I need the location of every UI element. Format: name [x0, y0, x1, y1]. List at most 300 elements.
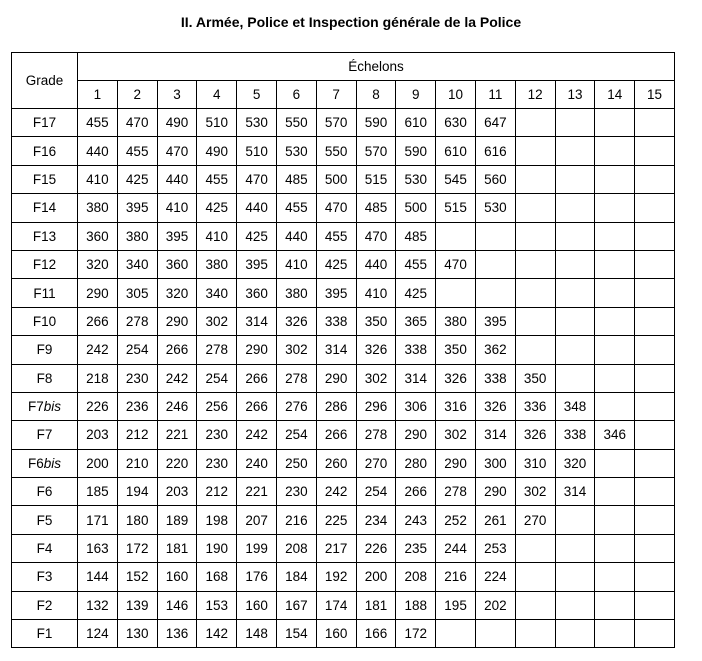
table-row [12, 421, 675, 449]
index-cell: 570 [356, 137, 396, 165]
index-cell: 167 [276, 591, 316, 619]
salary-index-table [11, 52, 675, 648]
table-row [12, 194, 675, 222]
index-cell: 455 [396, 250, 436, 278]
grade-cell [12, 563, 78, 591]
grade-label: F15 [32, 171, 57, 187]
index-cell: 305 [117, 279, 157, 307]
index-cell: 338 [316, 307, 356, 335]
index-cell: 230 [117, 364, 157, 392]
index-cell: 242 [157, 364, 197, 392]
grade-cell [12, 534, 78, 562]
index-cell: 550 [276, 109, 316, 137]
index-cell: 142 [197, 620, 237, 648]
index-cell: 440 [237, 194, 277, 222]
index-cell: 410 [276, 250, 316, 278]
grade-cell [12, 109, 78, 137]
index-cell: 336 [515, 392, 555, 420]
index-cell: 380 [197, 250, 237, 278]
index-cell [595, 449, 635, 477]
echelon-number-header: 2 [117, 81, 157, 109]
index-cell: 160 [237, 591, 277, 619]
index-cell [555, 137, 595, 165]
index-cell: 160 [157, 563, 197, 591]
index-cell: 410 [197, 222, 237, 250]
index-cell [635, 279, 675, 307]
index-cell: 290 [396, 421, 436, 449]
index-cell: 235 [396, 534, 436, 562]
index-cell: 243 [396, 506, 436, 534]
echelon-number-header: 11 [475, 81, 515, 109]
grade-label: F14 [32, 200, 57, 216]
index-cell: 221 [157, 421, 197, 449]
index-cell [436, 279, 476, 307]
index-cell: 410 [356, 279, 396, 307]
index-cell: 212 [197, 478, 237, 506]
grade-label: F7 [36, 427, 53, 443]
index-cell [595, 250, 635, 278]
index-cell: 139 [117, 591, 157, 619]
index-cell: 216 [276, 506, 316, 534]
index-cell: 346 [595, 421, 635, 449]
grade-label: F6 [36, 484, 53, 500]
index-cell: 425 [237, 222, 277, 250]
index-cell: 220 [157, 449, 197, 477]
index-cell: 440 [276, 222, 316, 250]
index-cell [595, 279, 635, 307]
index-cell: 326 [515, 421, 555, 449]
grade-cell [12, 620, 78, 648]
index-cell: 290 [316, 364, 356, 392]
index-cell: 208 [276, 534, 316, 562]
index-cell: 302 [197, 307, 237, 335]
index-cell [635, 336, 675, 364]
index-cell: 276 [276, 392, 316, 420]
index-cell [555, 563, 595, 591]
table-row [12, 478, 675, 506]
table-row [12, 364, 675, 392]
index-cell: 270 [515, 506, 555, 534]
table-row [12, 165, 675, 193]
index-cell: 365 [396, 307, 436, 335]
index-cell: 395 [237, 250, 277, 278]
echelon-number-header: 7 [316, 81, 356, 109]
index-cell: 440 [356, 250, 396, 278]
index-cell: 470 [436, 250, 476, 278]
index-cell [555, 620, 595, 648]
grade-label: F9 [36, 342, 53, 358]
table-row [12, 137, 675, 165]
index-cell [555, 364, 595, 392]
index-cell: 300 [475, 449, 515, 477]
index-cell [635, 250, 675, 278]
index-cell: 218 [78, 364, 118, 392]
index-cell: 290 [436, 449, 476, 477]
index-cell [595, 137, 635, 165]
index-cell: 168 [197, 563, 237, 591]
grade-cell [12, 279, 78, 307]
index-cell: 217 [316, 534, 356, 562]
index-cell [635, 563, 675, 591]
index-cell [475, 279, 515, 307]
index-cell: 380 [117, 222, 157, 250]
index-cell [635, 620, 675, 648]
grade-label: F13 [32, 228, 57, 244]
index-cell: 425 [316, 250, 356, 278]
index-cell: 208 [396, 563, 436, 591]
index-cell: 338 [555, 421, 595, 449]
index-cell: 306 [396, 392, 436, 420]
index-cell: 440 [78, 137, 118, 165]
index-cell [595, 222, 635, 250]
grade-header: Grade [12, 53, 78, 109]
index-cell [635, 137, 675, 165]
index-cell: 302 [276, 336, 316, 364]
grade-suffix: bis [43, 399, 62, 415]
index-cell: 455 [197, 165, 237, 193]
index-cell: 590 [396, 137, 436, 165]
echelon-number-header: 15 [635, 81, 675, 109]
index-cell: 425 [197, 194, 237, 222]
grade-label: F3 [36, 569, 53, 585]
index-cell: 242 [237, 421, 277, 449]
index-cell: 616 [475, 137, 515, 165]
index-cell: 188 [396, 591, 436, 619]
index-cell: 316 [436, 392, 476, 420]
index-cell [595, 336, 635, 364]
grade-cell [12, 165, 78, 193]
index-cell [475, 620, 515, 648]
index-cell: 510 [237, 137, 277, 165]
index-cell: 185 [78, 478, 118, 506]
grade-label: F1 [36, 626, 53, 642]
index-cell: 240 [237, 449, 277, 477]
index-cell: 362 [475, 336, 515, 364]
echelon-number-header: 12 [515, 81, 555, 109]
index-cell: 340 [197, 279, 237, 307]
index-cell: 338 [475, 364, 515, 392]
grade-cell [12, 478, 78, 506]
index-cell: 350 [436, 336, 476, 364]
index-cell: 490 [197, 137, 237, 165]
grade-cell [12, 194, 78, 222]
index-cell: 124 [78, 620, 118, 648]
index-cell: 326 [276, 307, 316, 335]
index-cell: 266 [316, 421, 356, 449]
index-cell: 455 [117, 137, 157, 165]
index-cell: 338 [396, 336, 436, 364]
index-cell [555, 506, 595, 534]
table-row [12, 392, 675, 420]
index-cell: 278 [356, 421, 396, 449]
index-cell: 326 [475, 392, 515, 420]
index-cell [595, 563, 635, 591]
index-cell [515, 194, 555, 222]
index-cell [595, 620, 635, 648]
index-cell [555, 534, 595, 562]
index-cell: 515 [436, 194, 476, 222]
index-cell: 254 [117, 336, 157, 364]
grade-cell [12, 137, 78, 165]
index-cell: 246 [157, 392, 197, 420]
index-cell: 266 [157, 336, 197, 364]
index-cell: 286 [316, 392, 356, 420]
index-cell: 500 [396, 194, 436, 222]
index-cell: 410 [157, 194, 197, 222]
index-cell [595, 307, 635, 335]
index-cell: 192 [316, 563, 356, 591]
index-cell: 261 [475, 506, 515, 534]
echelons-header: Échelons [78, 53, 675, 81]
index-cell: 470 [117, 109, 157, 137]
index-cell: 470 [356, 222, 396, 250]
index-cell: 455 [316, 222, 356, 250]
grade-cell [12, 421, 78, 449]
table-row [12, 591, 675, 619]
index-cell: 254 [356, 478, 396, 506]
table-row [12, 506, 675, 534]
index-cell: 132 [78, 591, 118, 619]
grade-label: F12 [32, 257, 57, 273]
index-cell [555, 307, 595, 335]
index-cell: 174 [316, 591, 356, 619]
index-cell: 485 [396, 222, 436, 250]
index-cell: 320 [157, 279, 197, 307]
index-cell: 253 [475, 534, 515, 562]
index-cell: 326 [436, 364, 476, 392]
index-cell: 148 [237, 620, 277, 648]
document-title: II. Armée, Police et Inspection générale de la Police [180, 14, 522, 30]
index-cell: 314 [237, 307, 277, 335]
index-cell [595, 364, 635, 392]
index-cell [595, 165, 635, 193]
index-cell: 348 [555, 392, 595, 420]
table-row [12, 307, 675, 335]
index-cell: 278 [197, 336, 237, 364]
index-cell: 166 [356, 620, 396, 648]
index-cell: 360 [78, 222, 118, 250]
index-cell [436, 620, 476, 648]
index-cell: 230 [197, 421, 237, 449]
index-cell [515, 563, 555, 591]
index-cell [635, 421, 675, 449]
index-cell: 570 [316, 109, 356, 137]
grade-label: F6 [27, 455, 44, 471]
index-cell: 545 [436, 165, 476, 193]
index-cell [515, 307, 555, 335]
index-cell: 314 [316, 336, 356, 364]
index-cell: 560 [475, 165, 515, 193]
index-cell: 610 [436, 137, 476, 165]
index-cell [555, 279, 595, 307]
table-row [12, 620, 675, 648]
index-cell: 254 [197, 364, 237, 392]
index-cell: 195 [436, 591, 476, 619]
index-cell: 278 [117, 307, 157, 335]
index-cell [595, 591, 635, 619]
index-cell: 180 [117, 506, 157, 534]
index-cell: 395 [316, 279, 356, 307]
index-cell [475, 250, 515, 278]
index-cell: 647 [475, 109, 515, 137]
index-cell: 199 [237, 534, 277, 562]
index-cell: 230 [276, 478, 316, 506]
index-cell [595, 194, 635, 222]
grade-label: F10 [32, 313, 57, 329]
index-cell: 202 [475, 591, 515, 619]
grade-cell [12, 307, 78, 335]
index-cell: 189 [157, 506, 197, 534]
grade-cell [12, 449, 78, 477]
index-cell [515, 534, 555, 562]
index-cell: 254 [276, 421, 316, 449]
table-row [12, 279, 675, 307]
grade-label: F11 [33, 285, 56, 301]
index-cell: 290 [78, 279, 118, 307]
index-cell: 242 [316, 478, 356, 506]
index-cell: 485 [356, 194, 396, 222]
grade-label: F7 [27, 399, 44, 415]
index-cell: 302 [356, 364, 396, 392]
index-cell: 395 [157, 222, 197, 250]
index-cell: 224 [475, 563, 515, 591]
index-cell [515, 591, 555, 619]
index-cell [595, 109, 635, 137]
index-cell: 200 [356, 563, 396, 591]
index-cell: 425 [396, 279, 436, 307]
echelon-number-header: 6 [276, 81, 316, 109]
index-cell: 163 [78, 534, 118, 562]
grade-label: F4 [36, 541, 53, 557]
index-cell: 266 [237, 364, 277, 392]
index-cell: 314 [396, 364, 436, 392]
index-cell: 320 [555, 449, 595, 477]
index-cell: 490 [157, 109, 197, 137]
index-cell: 266 [78, 307, 118, 335]
grade-cell [12, 364, 78, 392]
index-cell: 340 [117, 250, 157, 278]
index-cell: 302 [436, 421, 476, 449]
grade-cell [12, 336, 78, 364]
index-cell: 172 [396, 620, 436, 648]
echelon-number-header: 1 [78, 81, 118, 109]
index-cell: 252 [436, 506, 476, 534]
index-cell: 510 [197, 109, 237, 137]
echelon-number-header: 5 [237, 81, 277, 109]
index-cell: 160 [316, 620, 356, 648]
grade-suffix: bis [43, 455, 62, 471]
index-cell: 455 [78, 109, 118, 137]
table-row [12, 109, 675, 137]
index-cell [515, 250, 555, 278]
index-cell [555, 194, 595, 222]
echelon-number-header: 14 [595, 81, 635, 109]
index-cell: 360 [157, 250, 197, 278]
header-row-echelon-numbers [12, 81, 675, 109]
index-cell [635, 364, 675, 392]
index-cell: 226 [356, 534, 396, 562]
index-cell: 136 [157, 620, 197, 648]
index-cell: 230 [197, 449, 237, 477]
echelon-number-header: 10 [436, 81, 476, 109]
index-cell: 470 [237, 165, 277, 193]
index-cell: 203 [78, 421, 118, 449]
header-row-echelons [12, 53, 675, 81]
index-cell [515, 336, 555, 364]
index-cell [635, 165, 675, 193]
index-cell [515, 279, 555, 307]
index-cell: 278 [276, 364, 316, 392]
index-cell: 153 [197, 591, 237, 619]
index-cell: 212 [117, 421, 157, 449]
table-row [12, 222, 675, 250]
grade-cell [12, 506, 78, 534]
index-cell: 225 [316, 506, 356, 534]
index-cell: 380 [276, 279, 316, 307]
index-cell [595, 506, 635, 534]
index-cell [515, 222, 555, 250]
index-cell [635, 478, 675, 506]
index-cell [635, 392, 675, 420]
index-cell: 314 [475, 421, 515, 449]
index-cell: 181 [157, 534, 197, 562]
index-cell: 320 [78, 250, 118, 278]
echelon-number-header: 9 [396, 81, 436, 109]
index-cell [515, 165, 555, 193]
index-cell: 266 [237, 392, 277, 420]
index-cell: 350 [356, 307, 396, 335]
index-cell: 194 [117, 478, 157, 506]
index-cell [635, 591, 675, 619]
index-cell: 207 [237, 506, 277, 534]
index-cell [555, 336, 595, 364]
grade-cell [12, 392, 78, 420]
index-cell: 380 [78, 194, 118, 222]
index-cell: 550 [316, 137, 356, 165]
index-cell: 485 [276, 165, 316, 193]
index-cell: 290 [475, 478, 515, 506]
index-cell: 326 [356, 336, 396, 364]
index-cell: 270 [356, 449, 396, 477]
grade-cell [12, 250, 78, 278]
index-cell [555, 165, 595, 193]
index-cell [515, 137, 555, 165]
index-cell: 152 [117, 563, 157, 591]
echelon-number-header: 4 [197, 81, 237, 109]
index-cell: 171 [78, 506, 118, 534]
index-cell: 530 [475, 194, 515, 222]
index-cell [475, 222, 515, 250]
index-cell: 176 [237, 563, 277, 591]
index-cell: 250 [276, 449, 316, 477]
grade-label: F8 [36, 370, 53, 386]
index-cell: 256 [197, 392, 237, 420]
echelon-number-header: 13 [555, 81, 595, 109]
index-cell: 200 [78, 449, 118, 477]
index-cell: 184 [276, 563, 316, 591]
index-cell: 130 [117, 620, 157, 648]
index-cell [515, 109, 555, 137]
index-cell: 455 [276, 194, 316, 222]
index-cell: 172 [117, 534, 157, 562]
index-cell: 515 [356, 165, 396, 193]
index-cell [555, 222, 595, 250]
grade-label: F16 [32, 143, 57, 159]
index-cell [635, 109, 675, 137]
grade-cell [12, 591, 78, 619]
grade-label: F17 [32, 115, 57, 131]
index-cell [635, 506, 675, 534]
